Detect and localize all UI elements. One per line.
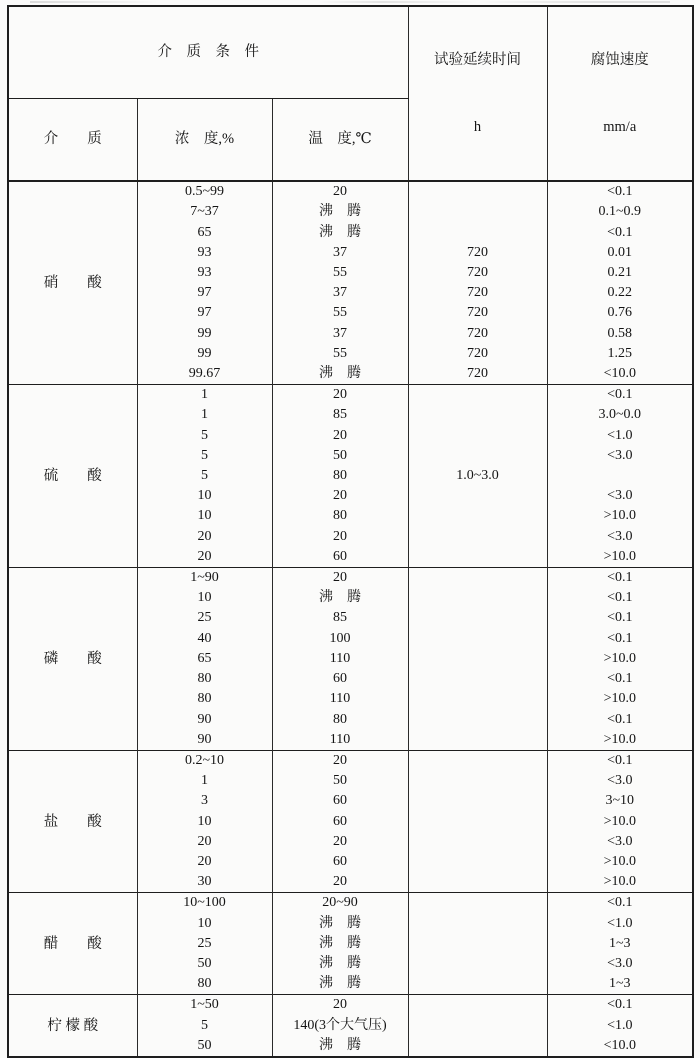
concentration-cell: 97 — [137, 303, 272, 323]
temperature-cell: 80 — [272, 506, 408, 526]
duration-cell: 720 — [408, 303, 547, 323]
table-row — [8, 893, 693, 914]
duration-cell: 720 — [408, 364, 547, 385]
rate-cell: <0.1 — [547, 893, 693, 914]
rate-cell: 0.1~0.9 — [547, 202, 693, 222]
media-section — [8, 750, 693, 892]
duration-cell — [408, 629, 547, 649]
duration-cell — [408, 710, 547, 730]
rate-cell: <3.0 — [547, 832, 693, 852]
duration-cell — [408, 1036, 547, 1057]
rate-cell: <10.0 — [547, 364, 693, 385]
temperature-cell: 80 — [272, 466, 408, 486]
concentration-cell: 99 — [137, 324, 272, 344]
temperature-cell: 60 — [272, 791, 408, 811]
concentration-cell: 20 — [137, 832, 272, 852]
rate-cell: 1.25 — [547, 344, 693, 364]
duration-cell — [408, 954, 547, 974]
header-row-1 — [8, 6, 693, 98]
rate-cell: <3.0 — [547, 486, 693, 506]
temperature-cell: 20 — [272, 527, 408, 547]
duration-cell — [408, 995, 547, 1016]
rate-cell: >10.0 — [547, 730, 693, 751]
corrosion-table — [7, 5, 694, 1058]
media-section — [8, 568, 693, 751]
rate-cell: <0.1 — [547, 669, 693, 689]
rate-cell: <3.0 — [547, 527, 693, 547]
temperature-cell: 20~90 — [272, 893, 408, 914]
concentration-cell: 90 — [137, 710, 272, 730]
concentration-cell: 25 — [137, 608, 272, 628]
concentration-cell: 90 — [137, 730, 272, 751]
concentration-cell: 1 — [137, 771, 272, 791]
temperature-cell: 沸 腾 — [272, 974, 408, 995]
duration-cell — [408, 812, 547, 832]
duration-cell — [408, 486, 547, 506]
duration-cell — [408, 405, 547, 425]
duration-cell — [408, 974, 547, 995]
temperature-cell: 37 — [272, 324, 408, 344]
header-corrosion-rate — [547, 6, 693, 181]
temperature-cell: 37 — [272, 283, 408, 303]
concentration-cell: 40 — [137, 629, 272, 649]
temperature-cell: 50 — [272, 446, 408, 466]
duration-cell — [408, 181, 547, 202]
temperature-cell: 20 — [272, 995, 408, 1016]
temperature-cell: 85 — [272, 405, 408, 425]
rate-cell: <3.0 — [547, 954, 693, 974]
scan-artifact — [30, 1, 670, 3]
concentration-cell: 30 — [137, 872, 272, 893]
rate-cell: >10.0 — [547, 872, 693, 893]
rate-cell: <0.1 — [547, 629, 693, 649]
concentration-cell: 50 — [137, 954, 272, 974]
header-media-conditions: 介 质 条 件 — [8, 6, 408, 98]
table-row — [8, 181, 693, 202]
temperature-cell: 20 — [272, 750, 408, 771]
rate-cell: <0.1 — [547, 608, 693, 628]
temperature-cell: 20 — [272, 181, 408, 202]
temperature-cell: 80 — [272, 710, 408, 730]
rate-cell: <0.1 — [547, 995, 693, 1016]
concentration-cell: 5 — [137, 426, 272, 446]
temperature-cell: 55 — [272, 263, 408, 283]
duration-cell: 720 — [408, 243, 547, 263]
rate-cell: 0.76 — [547, 303, 693, 323]
rate-cell: <0.1 — [547, 223, 693, 243]
rate-cell — [547, 466, 693, 486]
temperature-cell: 沸 腾 — [272, 1036, 408, 1057]
duration-cell — [408, 771, 547, 791]
concentration-cell: 0.2~10 — [137, 750, 272, 771]
duration-cell — [408, 446, 547, 466]
rate-cell: <1.0 — [547, 1016, 693, 1036]
rate-cell: >10.0 — [547, 812, 693, 832]
duration-cell: 720 — [408, 263, 547, 283]
header-concentration: 浓 度,% — [137, 98, 272, 181]
concentration-cell: 80 — [137, 974, 272, 995]
temperature-cell: 20 — [272, 385, 408, 406]
rate-cell: <10.0 — [547, 1036, 693, 1057]
duration-cell: 720 — [408, 344, 547, 364]
rate-cell: >10.0 — [547, 547, 693, 568]
media-section — [8, 385, 693, 568]
rate-cell: <0.1 — [547, 588, 693, 608]
temperature-cell: 20 — [272, 832, 408, 852]
concentration-cell: 10 — [137, 486, 272, 506]
duration-cell — [408, 385, 547, 406]
temperature-cell: 110 — [272, 649, 408, 669]
temperature-cell: 沸 腾 — [272, 954, 408, 974]
duration-cell — [408, 730, 547, 751]
temperature-cell: 140(3个大气压) — [272, 1016, 408, 1036]
concentration-cell: 97 — [137, 283, 272, 303]
duration-cell — [408, 872, 547, 893]
duration-cell — [408, 649, 547, 669]
rate-cell: 1~3 — [547, 934, 693, 954]
temperature-cell: 60 — [272, 669, 408, 689]
concentration-cell: 20 — [137, 852, 272, 872]
concentration-cell: 80 — [137, 689, 272, 709]
rate-cell: <3.0 — [547, 446, 693, 466]
rate-cell: <0.1 — [547, 385, 693, 406]
table-row — [8, 385, 693, 406]
duration-cell — [408, 426, 547, 446]
table-row — [8, 750, 693, 771]
media-section — [8, 893, 693, 995]
concentration-cell: 10~100 — [137, 893, 272, 914]
concentration-cell: 3 — [137, 791, 272, 811]
rate-cell: >10.0 — [547, 689, 693, 709]
concentration-cell: 1 — [137, 385, 272, 406]
medium-name-cell: 柠 檬 酸 — [47, 1017, 99, 1034]
duration-cell: 720 — [408, 324, 547, 344]
temperature-cell: 20 — [272, 872, 408, 893]
header-corrosion-rate-unit: mm/a — [603, 118, 637, 135]
temperature-cell: 60 — [272, 812, 408, 832]
header-medium: 介 质 — [43, 131, 102, 148]
temperature-cell: 沸 腾 — [272, 588, 408, 608]
rate-cell: >10.0 — [547, 852, 693, 872]
concentration-cell: 1 — [137, 405, 272, 425]
temperature-cell: 60 — [272, 547, 408, 568]
concentration-cell: 25 — [137, 934, 272, 954]
temperature-cell: 55 — [272, 303, 408, 323]
rate-cell: <0.1 — [547, 710, 693, 730]
concentration-cell: 10 — [137, 588, 272, 608]
concentration-cell: 0.5~99 — [137, 181, 272, 202]
medium-name-cell: 盐 酸 — [43, 813, 102, 830]
concentration-cell: 20 — [137, 527, 272, 547]
temperature-cell: 沸 腾 — [272, 202, 408, 222]
header-test-duration-title: 试验延续时间 — [434, 52, 522, 69]
concentration-cell: 1~90 — [137, 568, 272, 589]
temperature-cell: 沸 腾 — [272, 934, 408, 954]
header-test-duration-unit: h — [473, 118, 482, 135]
temperature-cell: 110 — [272, 689, 408, 709]
temperature-cell: 沸 腾 — [272, 223, 408, 243]
header-temperature: 温 度,℃ — [272, 98, 408, 181]
medium-name-cell: 磷 酸 — [43, 650, 102, 667]
concentration-cell: 50 — [137, 1036, 272, 1057]
concentration-cell: 93 — [137, 263, 272, 283]
temperature-cell: 20 — [272, 426, 408, 446]
concentration-cell: 99 — [137, 344, 272, 364]
table-header — [8, 6, 693, 181]
rate-cell: 0.58 — [547, 324, 693, 344]
concentration-cell: 1~50 — [137, 995, 272, 1016]
rate-cell: 3.0~0.0 — [547, 405, 693, 425]
temperature-cell: 85 — [272, 608, 408, 628]
concentration-cell: 7~37 — [137, 202, 272, 222]
rate-cell: <3.0 — [547, 771, 693, 791]
header-corrosion-rate-title: 腐蚀速度 — [590, 52, 649, 69]
temperature-cell: 沸 腾 — [272, 364, 408, 385]
duration-cell — [408, 506, 547, 526]
medium-name-cell: 硝 酸 — [43, 275, 102, 292]
concentration-cell: 5 — [137, 446, 272, 466]
duration-cell: 1.0~3.0 — [408, 466, 547, 486]
media-section — [8, 181, 693, 385]
concentration-cell: 65 — [137, 649, 272, 669]
duration-cell — [408, 547, 547, 568]
duration-cell — [408, 852, 547, 872]
rate-cell: >10.0 — [547, 649, 693, 669]
concentration-cell: 10 — [137, 914, 272, 934]
concentration-cell: 20 — [137, 547, 272, 568]
duration-cell — [408, 223, 547, 243]
rate-cell: 3~10 — [547, 791, 693, 811]
concentration-cell: 5 — [137, 466, 272, 486]
concentration-cell: 80 — [137, 669, 272, 689]
duration-cell — [408, 202, 547, 222]
rate-cell: <1.0 — [547, 914, 693, 934]
temperature-cell: 55 — [272, 344, 408, 364]
temperature-cell: 110 — [272, 730, 408, 751]
temperature-cell: 20 — [272, 486, 408, 506]
duration-cell — [408, 893, 547, 914]
temperature-cell: 100 — [272, 629, 408, 649]
medium-name-cell: 硫 酸 — [43, 468, 102, 485]
temperature-cell: 沸 腾 — [272, 914, 408, 934]
rate-cell: <0.1 — [547, 568, 693, 589]
rate-cell: <0.1 — [547, 181, 693, 202]
rate-cell: >10.0 — [547, 506, 693, 526]
media-section — [8, 995, 693, 1057]
duration-cell — [408, 791, 547, 811]
concentration-cell: 10 — [137, 812, 272, 832]
rate-cell: <1.0 — [547, 426, 693, 446]
rate-cell: <0.1 — [547, 750, 693, 771]
temperature-cell: 60 — [272, 852, 408, 872]
duration-cell — [408, 669, 547, 689]
rate-cell: 0.21 — [547, 263, 693, 283]
duration-cell — [408, 934, 547, 954]
concentration-cell: 65 — [137, 223, 272, 243]
header-test-duration — [408, 6, 547, 181]
duration-cell — [408, 568, 547, 589]
temperature-cell: 20 — [272, 568, 408, 589]
concentration-cell: 5 — [137, 1016, 272, 1036]
concentration-cell: 99.67 — [137, 364, 272, 385]
duration-cell — [408, 689, 547, 709]
duration-cell — [408, 527, 547, 547]
temperature-cell: 50 — [272, 771, 408, 791]
rate-cell: 0.01 — [547, 243, 693, 263]
rate-cell: 1~3 — [547, 974, 693, 995]
temperature-cell: 37 — [272, 243, 408, 263]
rate-cell: 0.22 — [547, 283, 693, 303]
concentration-cell: 10 — [137, 506, 272, 526]
duration-cell: 720 — [408, 283, 547, 303]
duration-cell — [408, 588, 547, 608]
duration-cell — [408, 832, 547, 852]
duration-cell — [408, 750, 547, 771]
table-row — [8, 568, 693, 589]
duration-cell — [408, 1016, 547, 1036]
duration-cell — [408, 608, 547, 628]
medium-name-cell: 醋 酸 — [43, 935, 102, 952]
concentration-cell: 93 — [137, 243, 272, 263]
table-row — [8, 995, 693, 1016]
